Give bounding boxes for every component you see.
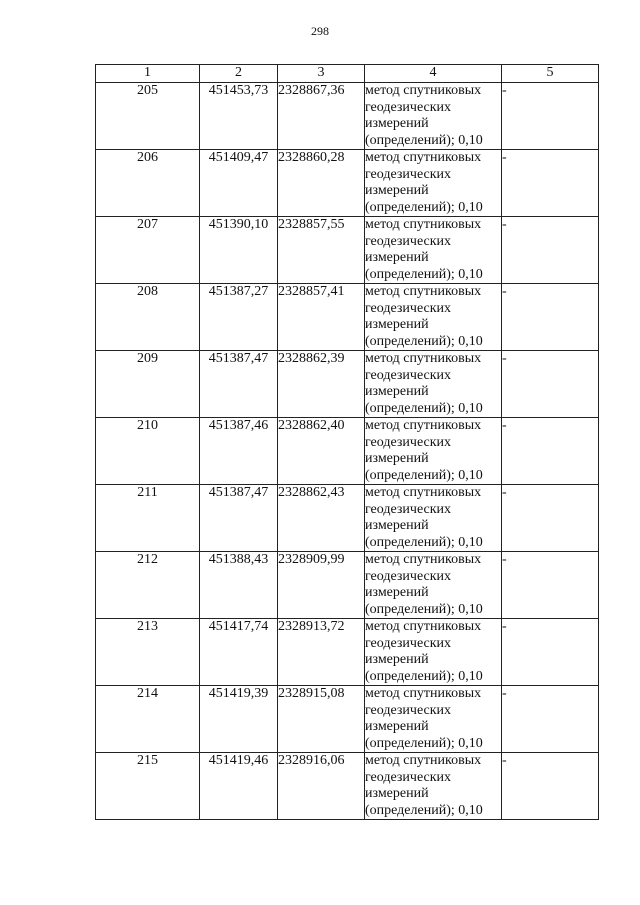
method-line: (определений); 0,10 xyxy=(365,467,483,483)
note-cell: - xyxy=(502,485,599,552)
method-line: метод спутниковых xyxy=(365,418,482,433)
point-number-cell: 209 xyxy=(96,351,200,418)
table-row xyxy=(96,753,599,820)
y-coordinate-cell: 2328860,28 xyxy=(278,150,365,217)
method-line: метод спутниковых xyxy=(365,686,482,701)
table-row xyxy=(96,83,599,150)
method-line: геодезических xyxy=(365,501,452,517)
table-row xyxy=(96,217,599,284)
y-coordinate-cell: 2328862,39 xyxy=(278,351,365,418)
point-number-cell: 212 xyxy=(96,552,200,619)
method-line: геодезических xyxy=(365,233,452,249)
method-line: (определений); 0,10 xyxy=(365,668,483,684)
method-line: геодезических xyxy=(365,434,452,450)
method-line: измерений xyxy=(365,451,429,466)
method-cell xyxy=(365,83,502,150)
method-line: метод спутниковых xyxy=(365,485,482,500)
point-number-cell: 208 xyxy=(96,284,200,351)
method-line: (определений); 0,10 xyxy=(365,735,483,751)
method-line: метод спутниковых xyxy=(365,619,482,634)
point-number-cell: 215 xyxy=(96,753,200,820)
y-coordinate-cell: 2328862,40 xyxy=(278,418,365,485)
note-cell: - xyxy=(502,284,599,351)
method-cell xyxy=(365,753,502,820)
method-line: измерений xyxy=(365,786,429,801)
method-line: геодезических xyxy=(365,300,452,316)
method-cell xyxy=(365,485,502,552)
x-coordinate-cell: 451453,73 xyxy=(200,83,278,150)
x-coordinate-cell: 451419,39 xyxy=(200,686,278,753)
y-coordinate-cell: 2328916,06 xyxy=(278,753,365,820)
x-coordinate-cell: 451417,74 xyxy=(200,619,278,686)
method-line: (определений); 0,10 xyxy=(365,132,483,148)
note-cell: - xyxy=(502,217,599,284)
method-line: измерений xyxy=(365,116,429,131)
y-coordinate-cell: 2328913,72 xyxy=(278,619,365,686)
x-coordinate-cell: 451390,10 xyxy=(200,217,278,284)
method-line: измерений xyxy=(365,719,429,734)
method-line: измерений xyxy=(365,250,429,265)
method-line: измерений xyxy=(365,317,429,332)
method-line: измерений xyxy=(365,183,429,198)
table-row xyxy=(96,552,599,619)
method-line: метод спутниковых xyxy=(365,83,482,98)
y-coordinate-cell: 2328909,99 xyxy=(278,552,365,619)
method-line: (определений); 0,10 xyxy=(365,333,483,349)
point-number-cell: 207 xyxy=(96,217,200,284)
table-row xyxy=(96,485,599,552)
method-line: измерений xyxy=(365,585,429,600)
y-coordinate-cell: 2328867,36 xyxy=(278,83,365,150)
point-number-cell: 210 xyxy=(96,418,200,485)
note-cell: - xyxy=(502,150,599,217)
method-line: (определений); 0,10 xyxy=(365,802,483,818)
column-header-3: 3 xyxy=(278,65,365,83)
method-cell xyxy=(365,418,502,485)
column-header-4: 4 xyxy=(365,65,502,83)
method-cell xyxy=(365,619,502,686)
y-coordinate-cell: 2328857,41 xyxy=(278,284,365,351)
method-line: геодезических xyxy=(365,769,452,785)
method-line: метод спутниковых xyxy=(365,552,482,567)
note-cell: - xyxy=(502,418,599,485)
coordinates-table xyxy=(95,64,599,820)
note-cell: - xyxy=(502,619,599,686)
x-coordinate-cell: 451388,43 xyxy=(200,552,278,619)
column-header-1: 1 xyxy=(96,65,200,83)
note-cell: - xyxy=(502,552,599,619)
x-coordinate-cell: 451387,27 xyxy=(200,284,278,351)
method-line: метод спутниковых xyxy=(365,753,482,768)
method-line: измерений xyxy=(365,518,429,533)
x-coordinate-cell: 451409,47 xyxy=(200,150,278,217)
column-header-5: 5 xyxy=(502,65,599,83)
table-header-row xyxy=(96,65,599,83)
method-line: измерений xyxy=(365,384,429,399)
method-line: (определений); 0,10 xyxy=(365,199,483,215)
table-row xyxy=(96,351,599,418)
table-row xyxy=(96,418,599,485)
note-cell: - xyxy=(502,753,599,820)
method-line: метод спутниковых xyxy=(365,150,482,165)
point-number-cell: 206 xyxy=(96,150,200,217)
x-coordinate-cell: 451419,46 xyxy=(200,753,278,820)
note-cell: - xyxy=(502,686,599,753)
method-line: метод спутниковых xyxy=(365,351,482,366)
table-body xyxy=(96,83,599,820)
note-cell: - xyxy=(502,351,599,418)
column-header-2: 2 xyxy=(200,65,278,83)
table-row xyxy=(96,619,599,686)
method-line: (определений); 0,10 xyxy=(365,534,483,550)
method-line: (определений); 0,10 xyxy=(365,400,483,416)
method-line: геодезических xyxy=(365,702,452,718)
y-coordinate-cell: 2328857,55 xyxy=(278,217,365,284)
method-cell xyxy=(365,150,502,217)
point-number-cell: 214 xyxy=(96,686,200,753)
table-row xyxy=(96,150,599,217)
x-coordinate-cell: 451387,47 xyxy=(200,351,278,418)
method-cell xyxy=(365,686,502,753)
point-number-cell: 205 xyxy=(96,83,200,150)
method-line: геодезических xyxy=(365,166,452,182)
point-number-cell: 213 xyxy=(96,619,200,686)
method-cell xyxy=(365,351,502,418)
method-line: геодезических xyxy=(365,568,452,584)
table-row xyxy=(96,284,599,351)
method-line: (определений); 0,10 xyxy=(365,601,483,617)
page-number: 298 xyxy=(311,24,329,38)
method-line: измерений xyxy=(365,652,429,667)
method-line: геодезических xyxy=(365,99,452,115)
method-line: (определений); 0,10 xyxy=(365,266,483,282)
method-cell xyxy=(365,284,502,351)
method-cell xyxy=(365,552,502,619)
table-row xyxy=(96,686,599,753)
y-coordinate-cell: 2328915,08 xyxy=(278,686,365,753)
x-coordinate-cell: 451387,47 xyxy=(200,485,278,552)
method-line: геодезических xyxy=(365,635,452,651)
note-cell: - xyxy=(502,83,599,150)
x-coordinate-cell: 451387,46 xyxy=(200,418,278,485)
method-cell xyxy=(365,217,502,284)
method-line: геодезических xyxy=(365,367,452,383)
method-line: метод спутниковых xyxy=(365,217,482,232)
y-coordinate-cell: 2328862,43 xyxy=(278,485,365,552)
method-line: метод спутниковых xyxy=(365,284,482,299)
point-number-cell: 211 xyxy=(96,485,200,552)
